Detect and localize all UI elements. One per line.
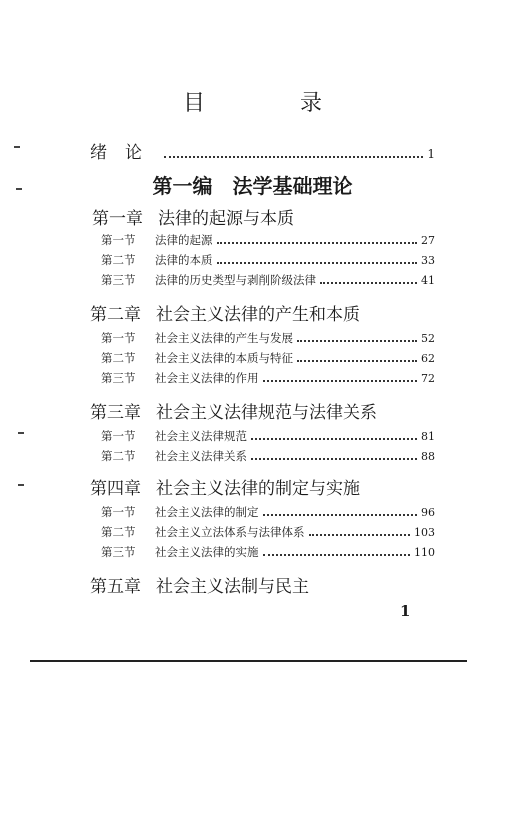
- section-number: 第二节: [101, 449, 136, 463]
- intro-page: 1: [427, 147, 435, 161]
- section-title: 法律的起源: [155, 233, 213, 247]
- section-page: 52: [421, 332, 435, 345]
- section-page: 72: [421, 372, 435, 385]
- chapter-number: 第一章: [92, 209, 143, 229]
- section-page: 81: [421, 430, 435, 443]
- section-title: 法律的本质: [155, 253, 213, 267]
- chapter-title: 社会主义法律规范与法律关系: [156, 403, 377, 423]
- section-number: 第三节: [101, 273, 136, 287]
- dot-leader: [251, 457, 417, 460]
- section-title: 社会主义法律规范: [155, 429, 247, 443]
- margin-mark: [18, 484, 24, 486]
- toc-section-row: [101, 330, 435, 346]
- dot-leader: [297, 339, 417, 342]
- part-heading: 第一编 法学基础理论: [152, 174, 353, 198]
- chapter-heading: [90, 474, 360, 499]
- toc-section-row: [101, 524, 435, 540]
- section-page: 96: [421, 506, 435, 519]
- chapter-title: 社会主义法律的制定与实施: [156, 479, 360, 499]
- section-page: 110: [414, 546, 435, 559]
- dot-leader: [217, 241, 418, 244]
- margin-mark: [16, 188, 22, 190]
- section-page: 27: [421, 234, 435, 247]
- dot-leader: [164, 155, 423, 158]
- section-page: 62: [421, 352, 435, 365]
- toc-section-row: [101, 232, 435, 248]
- chapter-title: 法律的起源与本质: [158, 209, 294, 229]
- section-number: 第三节: [101, 545, 136, 559]
- chapter-number: 第二章: [90, 305, 141, 325]
- section-number: 第一节: [101, 505, 136, 519]
- section-page: 33: [421, 254, 435, 267]
- dot-leader: [263, 553, 411, 556]
- chapter-number: 第四章: [90, 479, 141, 499]
- toc-section-row: [101, 544, 435, 560]
- toc-section-row: [101, 370, 435, 386]
- section-number: 第二节: [101, 525, 136, 539]
- chapter-title: 社会主义法律的产生和本质: [156, 305, 360, 325]
- section-title: 法律的历史类型与剥削阶级法律: [155, 273, 316, 287]
- chapter-heading: [92, 204, 294, 229]
- section-number: 第一节: [101, 429, 136, 443]
- section-title: 社会主义法律的制定: [155, 505, 259, 519]
- toc-section-row: [101, 252, 435, 268]
- margin-mark: [18, 432, 24, 434]
- section-number: 第二节: [101, 351, 136, 365]
- dot-leader: [263, 513, 418, 516]
- section-title: 社会主义法律关系: [155, 449, 247, 463]
- page-number: 1: [400, 602, 411, 620]
- section-title: 社会主义法律的本质与特征: [155, 351, 293, 365]
- page-title: 目 录: [183, 91, 366, 116]
- toc-section-row: [101, 504, 435, 520]
- intro-label: 绪论: [90, 143, 160, 163]
- toc-section-row: [101, 428, 435, 444]
- chapter-number: 第五章: [90, 577, 141, 597]
- chapter-title: 社会主义法制与民主: [156, 577, 309, 597]
- section-page: 88: [421, 450, 435, 463]
- bottom-rule: [30, 660, 467, 662]
- section-number: 第三节: [101, 371, 136, 385]
- section-number: 第一节: [101, 233, 136, 247]
- dot-leader: [217, 261, 418, 264]
- chapter-number: 第三章: [90, 403, 141, 423]
- section-title: 社会主义立法体系与法律体系: [155, 525, 305, 539]
- dot-leader: [320, 281, 417, 284]
- toc-section-row: [101, 448, 435, 464]
- section-title: 社会主义法律的作用: [155, 371, 259, 385]
- chapter-heading: [90, 572, 309, 597]
- chapter-heading: [90, 398, 377, 423]
- section-page: 103: [414, 526, 435, 539]
- toc-intro-row: [90, 138, 435, 163]
- dot-leader: [251, 437, 417, 440]
- section-number: 第一节: [101, 331, 136, 345]
- chapter-heading: [90, 300, 360, 325]
- section-title: 社会主义法律的实施: [155, 545, 259, 559]
- dot-leader: [263, 379, 418, 382]
- dot-leader: [309, 533, 411, 536]
- margin-mark: [14, 146, 20, 148]
- dot-leader: [297, 359, 417, 362]
- toc-section-row: [101, 350, 435, 366]
- section-title: 社会主义法律的产生与发展: [155, 331, 293, 345]
- section-page: 41: [421, 274, 435, 287]
- section-number: 第二节: [101, 253, 136, 267]
- toc-section-row: [101, 272, 435, 288]
